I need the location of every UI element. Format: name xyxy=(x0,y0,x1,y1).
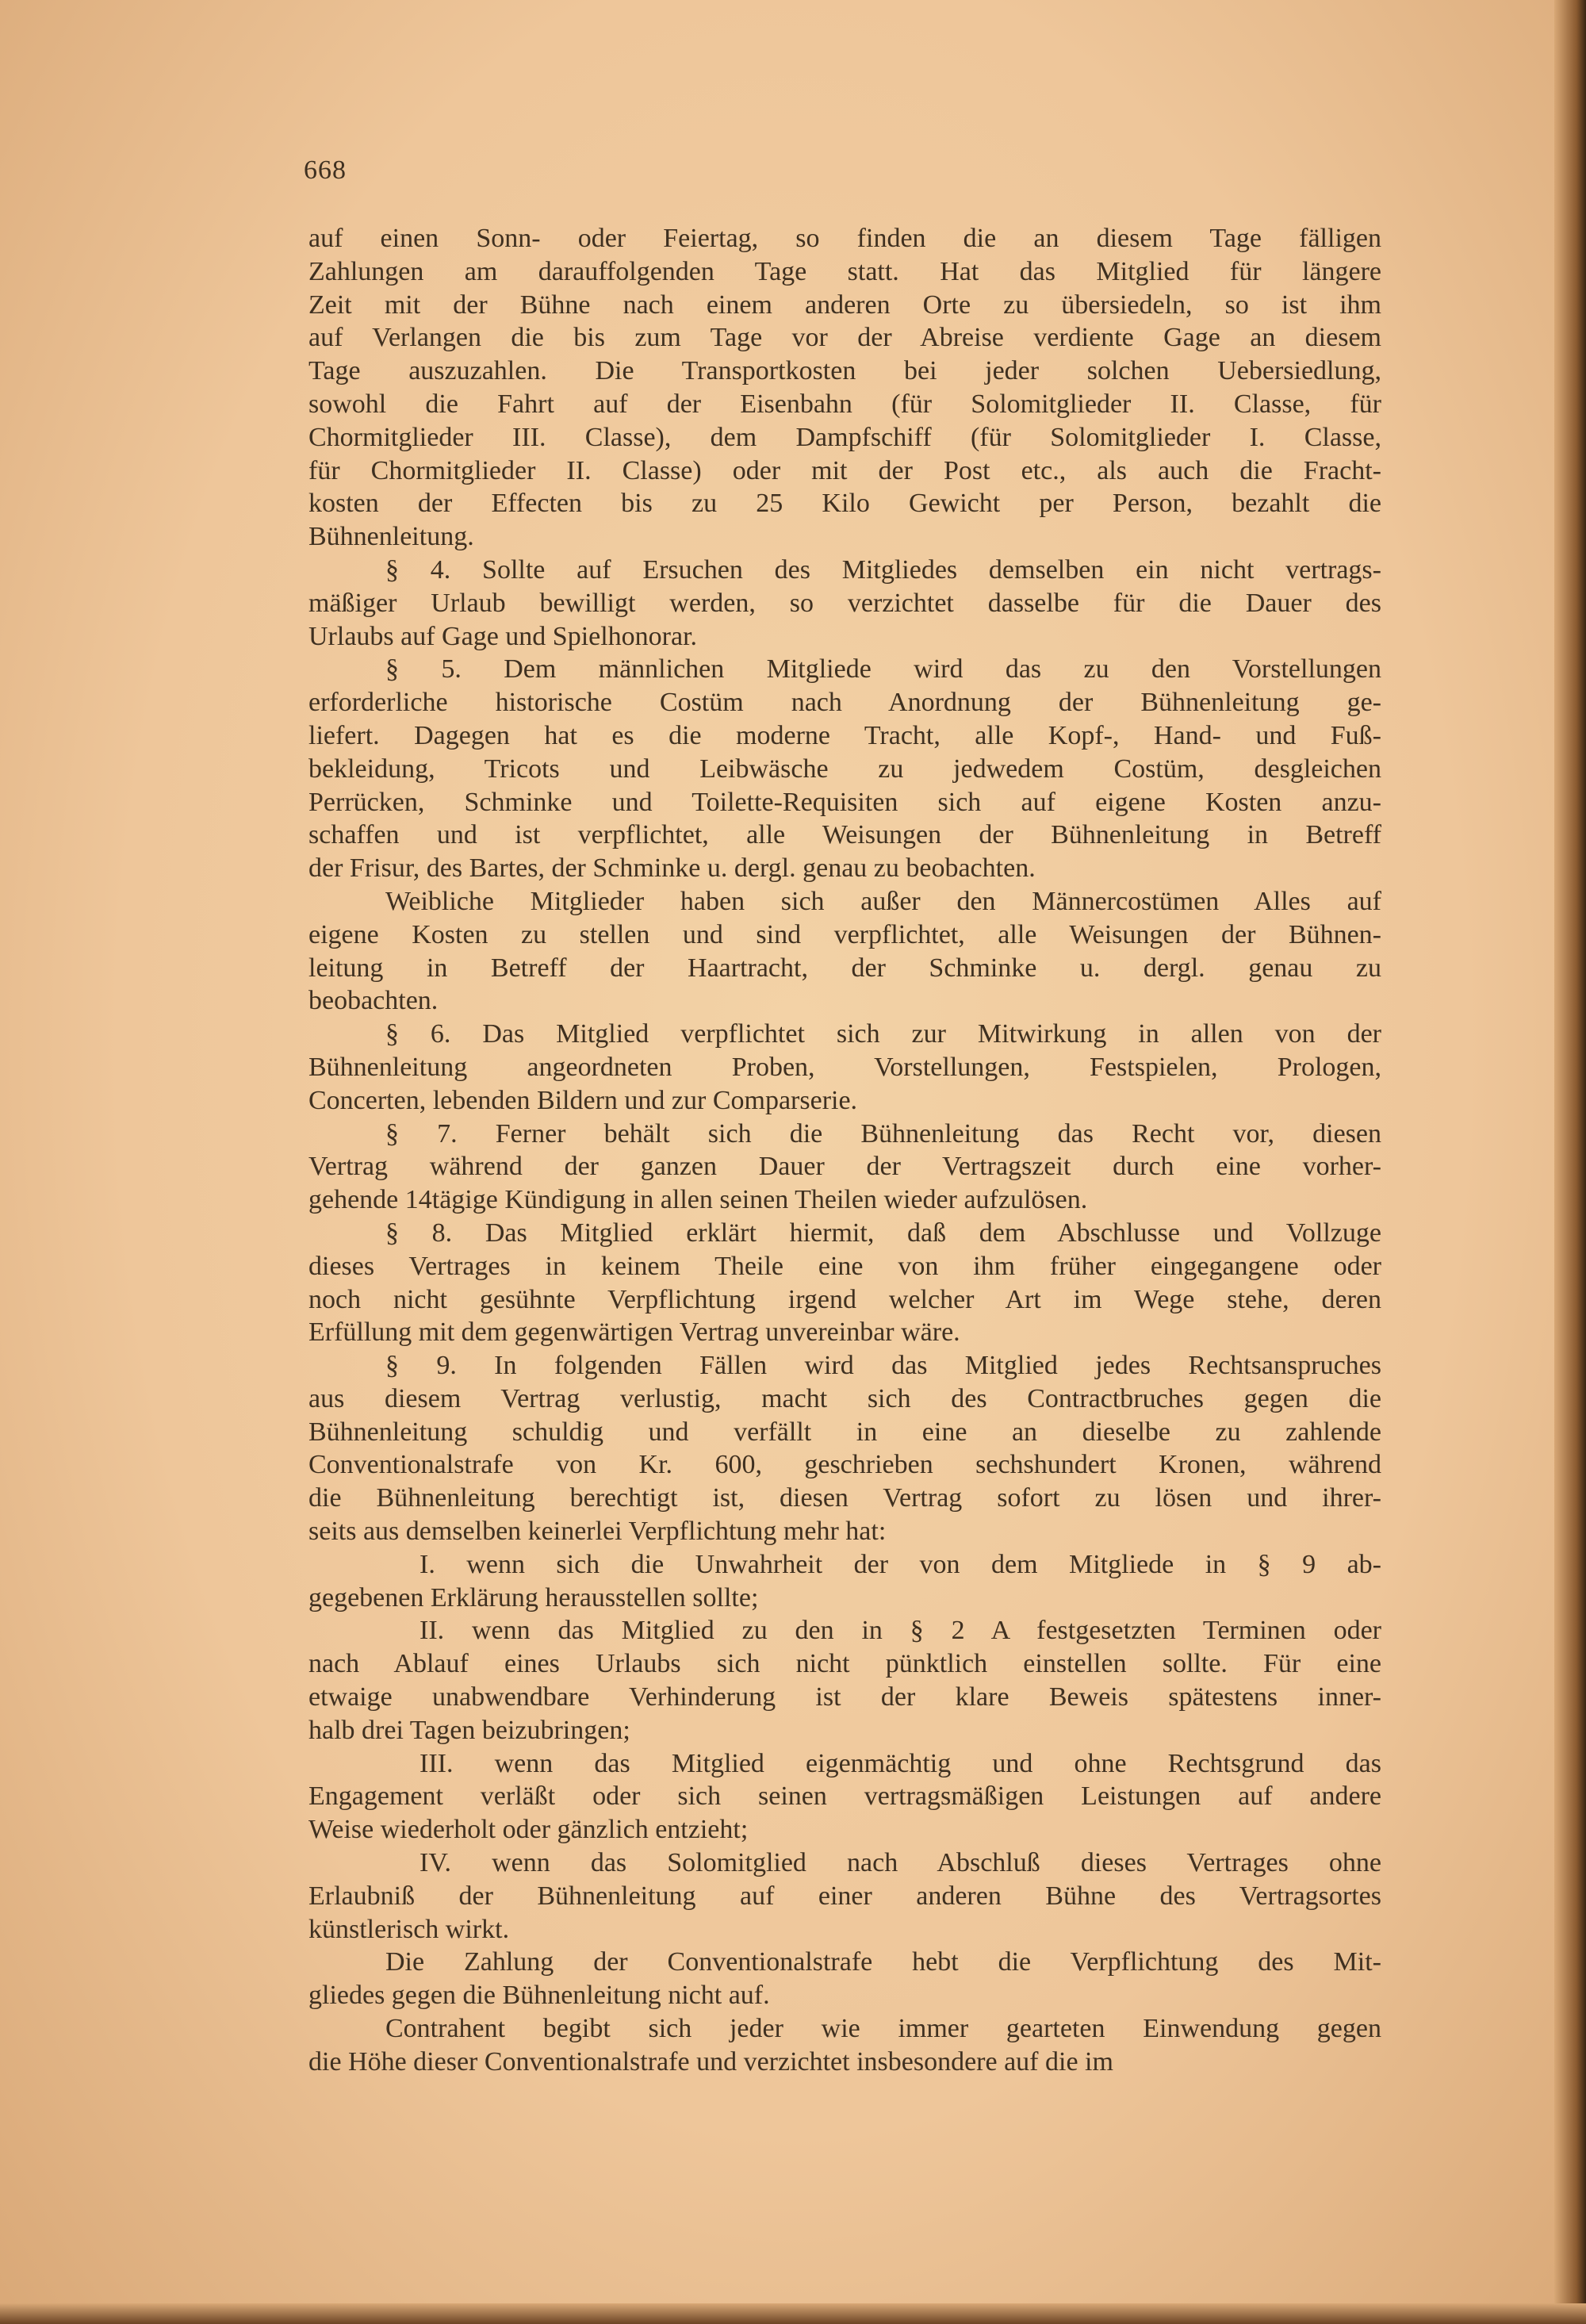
text-line: Contrahent begibt sich jeder wie immer gearteten Einwendung gegen xyxy=(385,2014,1381,2044)
text-line: mäßiger Urlaub bewilligt werden, so verzichtet dasselbe für die Dauer des xyxy=(308,588,1381,618)
page-number: 668 xyxy=(304,155,347,185)
page-edge-shadow xyxy=(1554,0,1586,2324)
text-line: Conventionalstrafe von Kr. 600, geschrieben sechshundert Kronen, während xyxy=(308,1450,1381,1480)
text-line: § 7. Ferner behält sich die Bühnenleitung das Recht vor, diesen xyxy=(385,1118,1381,1149)
paragraph xyxy=(308,554,1381,653)
paragraph xyxy=(308,1118,1381,1217)
text-line: Perrücken, Schminke und Toilette-Requisiten sich auf eigene Kosten anzu- xyxy=(308,787,1381,817)
text-line: Engagement verläßt oder sich seinen vertragsmäßigen Leistungen auf andere xyxy=(308,1781,1381,1812)
paragraph xyxy=(308,1018,1381,1117)
text-line: etwaige unabwendbare Verhinderung ist der klare Beweis spätestens inner- xyxy=(308,1682,1381,1712)
text-line: Erlaubniß der Bühnenleitung auf einer anderen Bühne des Vertragsortes xyxy=(308,1881,1381,1911)
text-line: auf Verlangen die bis zum Tage vor der Abreise verdiente Gage an diesem xyxy=(308,323,1381,353)
text-line: Vertrag während der ganzen Dauer der Vertragszeit durch eine vorher- xyxy=(308,1152,1381,1182)
text-line: schaffen und ist verpflichtet, alle Weisungen der Bühnenleitung in Betreff xyxy=(308,820,1381,850)
text-line: Bühnenleitung. xyxy=(308,522,474,552)
text-line: § 4. Sollte auf Ersuchen des Mitgliedes demselben ein nicht vertrags- xyxy=(385,554,1381,585)
text-line: noch nicht gesühnte Verpflichtung irgend welcher Art im Wege stehe, deren xyxy=(308,1284,1381,1314)
text-line: gliedes gegen die Bühnenleitung nicht auf. xyxy=(308,1981,770,2011)
paragraph xyxy=(308,1847,1381,1946)
text-line: aus diesem Vertrag verlustig, macht sich des Contractbruches gegen die xyxy=(308,1383,1381,1413)
paragraph xyxy=(308,1946,1381,2012)
text-line: für Chormitglieder II. Classe) oder mit der Post etc., als auch die Fracht- xyxy=(308,455,1381,485)
text-line: nach Ablauf eines Urlaubs sich nicht pünktlich einstellen sollte. Für eine xyxy=(308,1649,1381,1679)
text-line: auf einen Sonn- oder Feiertag, so finden die an diesem Tage fälligen xyxy=(308,224,1381,253)
text-line: § 9. In folgenden Fällen wird das Mitglied jedes Rechtsanspruches xyxy=(385,1351,1381,1381)
paragraph xyxy=(308,222,1381,554)
text-line: halb drei Tagen beizubringen; xyxy=(308,1715,630,1745)
text-line: erforderliche historische Costüm nach Anordnung der Bühnenleitung ge- xyxy=(308,688,1381,718)
page-bottom-edge xyxy=(0,2303,1586,2324)
paragraph xyxy=(308,2012,1381,2079)
text-line: beobachten. xyxy=(308,986,439,1016)
text-line: § 8. Das Mitglied erklärt hiermit, daß dem Abschlusse und Vollzuge xyxy=(385,1218,1381,1248)
body-text xyxy=(308,222,1381,2079)
text-line: Weise wiederholt oder gänzlich entzieht; xyxy=(308,1815,749,1845)
text-line: der Frisur, des Bartes, der Schminke u. dergl. genau zu beobachten. xyxy=(308,853,1036,884)
text-line: seits aus demselben keinerlei Verpflichtung mehr hat: xyxy=(308,1517,887,1547)
text-line: leitung in Betreff der Haartracht, der Schminke u. dergl. genau zu xyxy=(308,953,1381,983)
paragraph xyxy=(308,1747,1381,1847)
text-line: IV. wenn das Solomitglied nach Abschluß dieses Vertrages ohne xyxy=(419,1848,1381,1878)
text-line: Erfüllung mit dem gegenwärtigen Vertrag unvereinbar wäre. xyxy=(308,1317,960,1348)
text-line: dieses Vertrages in keinem Theile eine von ihm früher eingegangene oder xyxy=(308,1251,1381,1281)
text-line: III. wenn das Mitglied eigenmächtig und ohne Rechtsgrund das xyxy=(419,1748,1381,1778)
text-line: Die Zahlung der Conventionalstrafe hebt die Verpflichtung des Mit- xyxy=(385,1947,1381,1977)
text-line: künstlerisch wirkt. xyxy=(308,1914,510,1944)
paragraph xyxy=(308,1614,1381,1747)
text-line: gegebenen Erklärung herausstellen sollte; xyxy=(308,1582,759,1613)
text-line: § 5. Dem männlichen Mitgliede wird das zu den Vorstellungen xyxy=(385,654,1381,685)
paragraph xyxy=(308,1349,1381,1548)
text-line: Bühnenleitung angeordneten Proben, Vorstellungen, Festspielen, Prologen, xyxy=(308,1052,1381,1082)
text-line: Concerten, lebenden Bildern und zur Comparserie. xyxy=(308,1085,858,1115)
paragraph xyxy=(308,653,1381,885)
text-line: § 6. Das Mitglied verpflichtet sich zur Mitwirkung in allen von der xyxy=(385,1019,1381,1049)
text-line: die Bühnenleitung berechtigt ist, diesen Vertrag sofort zu lösen und ihrer- xyxy=(308,1483,1381,1513)
text-line: Chormitglieder III. Classe), dem Dampfschiff (für Solomitglieder I. Classe, xyxy=(308,422,1381,452)
text-line: eigene Kosten zu stellen und sind verpflichtet, alle Weisungen der Bühnen- xyxy=(308,919,1381,949)
paragraph xyxy=(308,1217,1381,1349)
text-line: bekleidung, Tricots und Leibwäsche zu jedwedem Costüm, desgleichen xyxy=(308,754,1381,784)
text-line: Zahlungen am darauffolgenden Tage statt. Hat das Mitglied für längere xyxy=(308,256,1381,286)
text-line: Bühnenleitung schuldig und verfällt in eine an dieselbe zu zahlende xyxy=(308,1417,1381,1447)
text-line: Zeit mit der Bühne nach einem anderen Orte zu übersiedeln, so ist ihm xyxy=(308,290,1381,320)
text-line: I. wenn sich die Unwahrheit der von dem Mitgliede in § 9 ab- xyxy=(419,1549,1381,1579)
text-line: kosten der Effecten bis zu 25 Kilo Gewicht per Person, bezahlt die xyxy=(308,489,1381,519)
text-line: II. wenn das Mitglied zu den in § 2 A festgesetzten Terminen oder xyxy=(419,1616,1381,1646)
text-line: sowohl die Fahrt auf der Eisenbahn (für Solomitglieder II. Classe, für xyxy=(308,389,1381,419)
text-line: liefert. Dagegen hat es die moderne Tracht, alle Kopf-, Hand- und Fuß- xyxy=(308,720,1381,750)
text-line: Tage auszuzahlen. Die Transportkosten bei jeder solchen Uebersiedlung, xyxy=(308,356,1381,386)
text-line: Urlaubs auf Gage und Spielhonorar. xyxy=(308,621,698,651)
text-line: die Höhe dieser Conventionalstrafe und verzichtet insbesondere auf die im xyxy=(308,2046,1113,2077)
paragraph xyxy=(308,1548,1381,1615)
paragraph xyxy=(308,885,1381,1018)
text-line: Weibliche Mitglieder haben sich außer den Männercostümen Alles auf xyxy=(385,886,1381,916)
text-line: gehende 14tägige Kündigung in allen seinen Theilen wieder aufzulösen. xyxy=(308,1185,1088,1215)
